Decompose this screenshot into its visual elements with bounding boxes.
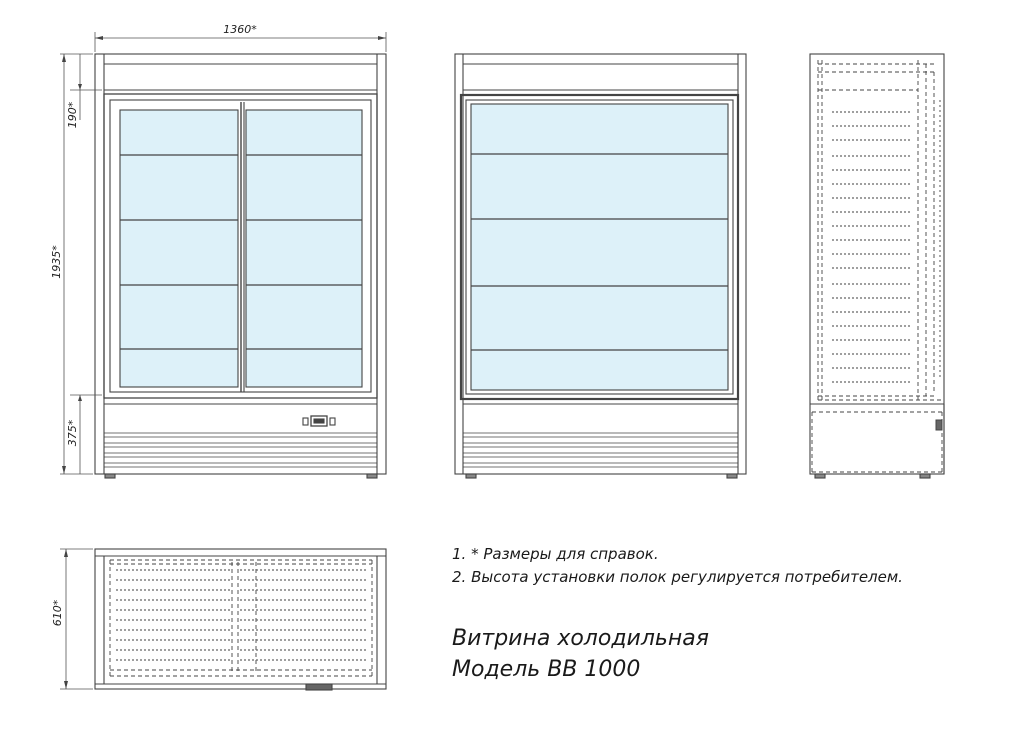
note-line-2: 2. Высота установки полок регулируется потребителем. — [452, 568, 903, 586]
glass-panel-single — [471, 104, 728, 390]
side-view — [810, 54, 944, 478]
glass-panel-left — [120, 110, 238, 387]
front-view-single-door — [455, 54, 746, 478]
dim-depth-label: 610* — [51, 599, 64, 627]
side-view-rear-unit — [936, 420, 942, 430]
dim-top-label: 190* — [66, 101, 79, 129]
title-line-1: Витрина холодильная — [452, 626, 709, 651]
dim-base-label: 375* — [66, 419, 79, 447]
dim-width-label: 1360* — [223, 23, 257, 36]
note-line-1: 1. * Размеры для справок. — [452, 545, 659, 563]
title-line-2: Модель ВВ 1000 — [452, 657, 641, 682]
top-view-control-unit — [306, 684, 332, 690]
dimension-lines-top — [60, 549, 93, 689]
front-view-sliding-doors — [95, 54, 386, 478]
glass-panel-right — [246, 110, 362, 387]
top-view — [95, 549, 386, 690]
dim-height-label: 1935* — [50, 245, 63, 279]
